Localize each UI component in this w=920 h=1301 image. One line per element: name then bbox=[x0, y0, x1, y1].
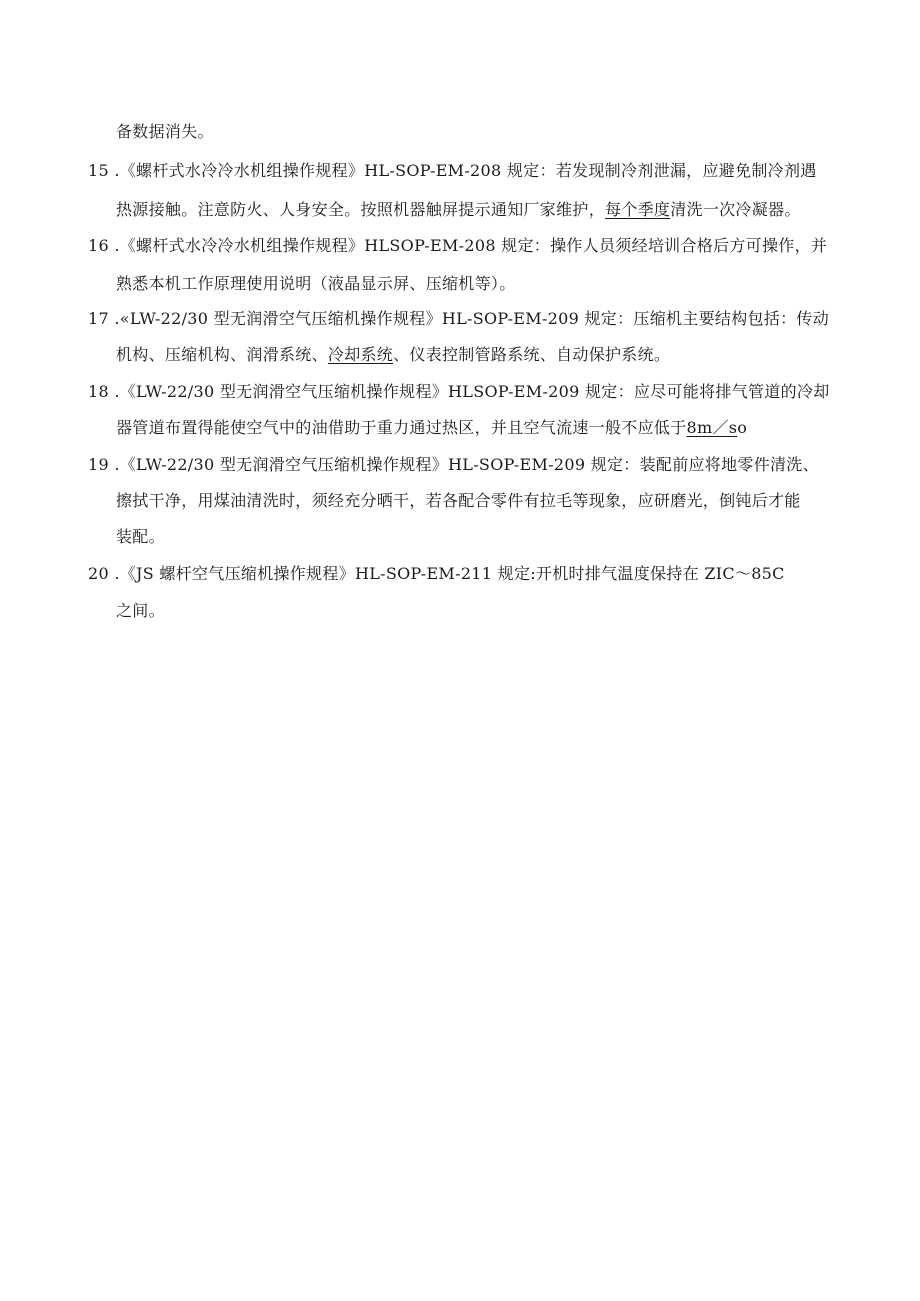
underlined-text: 每个季度 bbox=[605, 200, 671, 219]
text-segment: 之间。 bbox=[116, 601, 165, 620]
text-line bbox=[116, 490, 801, 512]
text-segment: 、仪表控制管路系统、自动保护系统。 bbox=[393, 345, 671, 364]
list-item-18 bbox=[88, 381, 830, 403]
text-segment: 装配。 bbox=[116, 527, 165, 546]
text-segment: 18 .《LW-22/30 型无润滑空气压缩机操作规程》HLSOP-EM-209 规定：应尽可能将排气管道的冷却 bbox=[88, 382, 830, 401]
text-segment: 机构、压缩机构、润滑系统、 bbox=[116, 345, 328, 364]
list-item-19 bbox=[88, 454, 819, 476]
text-segment: 清洗一次冷凝器。 bbox=[670, 200, 801, 219]
text-segment: 20 .《JS 螺杆空气压缩机操作规程》HL-SOP-EM-211 规定:开机时排气温度保持在 ZIC～85C bbox=[88, 564, 785, 583]
underlined-text: 8m／s bbox=[686, 418, 738, 437]
text-line bbox=[116, 344, 670, 366]
text-line bbox=[116, 273, 516, 295]
text-segment: 器管道布置得能使空气中的油借助于重力通过热区，并且空气流速一般不应低于 bbox=[116, 418, 687, 437]
text-segment: 熟悉本机工作原理使用说明（液晶显示屏、压缩机等）。 bbox=[116, 274, 516, 293]
text-segment: 16 .《螺杆式水冷冷水机组操作规程》HLSOP-EM-208 规定：操作人员须经培训合格后方可操作，并 bbox=[88, 236, 828, 255]
text-segment: 19 .《LW-22/30 型无润滑空气压缩机操作规程》HL-SOP-EM-209 规定：装配前应将地零件清洗、 bbox=[88, 455, 819, 474]
text-segment: 擦拭干净，用煤油清洗时，须经充分晒干，若各配合零件有拉毛等现象，应研磨光，倒钝后才能 bbox=[116, 491, 801, 510]
text-segment: 17 .«LW-22/30 型无润滑空气压缩机操作规程》HL-SOP-EM-209 规定：压缩机主要结构包括：传动 bbox=[88, 309, 829, 328]
list-item-17 bbox=[88, 308, 829, 330]
text-line bbox=[116, 417, 747, 439]
list-item-15 bbox=[88, 160, 817, 182]
text-line bbox=[116, 199, 801, 221]
list-item-16 bbox=[88, 235, 827, 257]
text-line bbox=[116, 526, 165, 548]
list-item-20 bbox=[88, 563, 785, 585]
underlined-text: 冷却系统 bbox=[327, 345, 394, 364]
text-segment: o bbox=[737, 418, 748, 437]
text-segment: 15 .《螺杆式水冷冷水机组操作规程》HL-SOP-EM-208 规定：若发现制冷剂泄漏，应避免制冷剂遇 bbox=[88, 161, 817, 180]
text-segment: 热源接触。注意防火、人身安全。按照机器触屏提示通知厂家维护， bbox=[116, 200, 606, 219]
text-line bbox=[116, 121, 214, 143]
text-segment: 备数据消失。 bbox=[116, 122, 214, 141]
text-line bbox=[116, 600, 165, 622]
